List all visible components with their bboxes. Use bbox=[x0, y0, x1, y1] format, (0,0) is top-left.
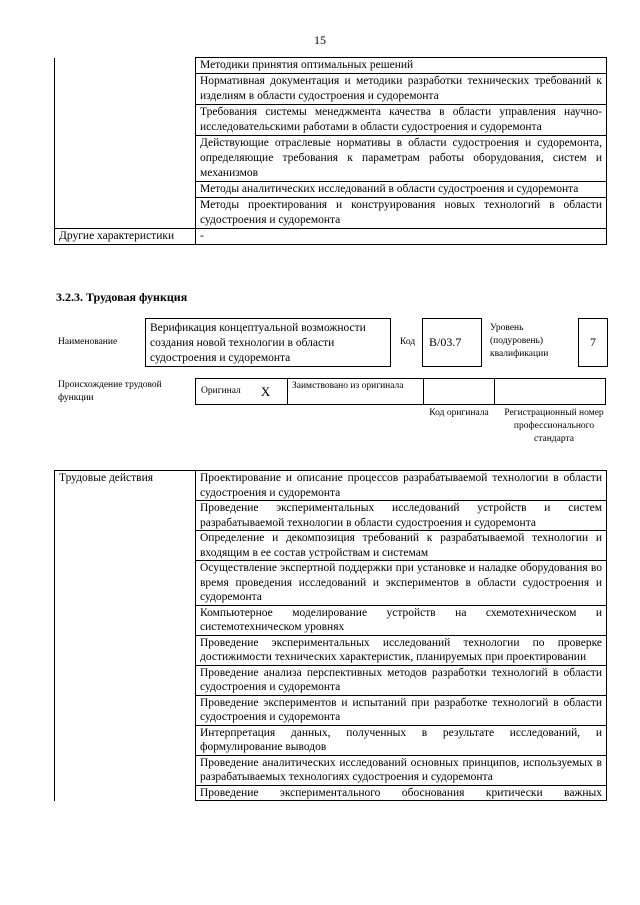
qualification-level: 7 bbox=[578, 318, 608, 367]
action-item: Определение и декомпозиция требований к разрабатываемой технологии и входящим в ее состав устройствам и системам bbox=[196, 531, 607, 561]
action-item: Проведение экспериментальных исследований технологии по проверке достижимости технических характеристик, планируемых при проектировании bbox=[196, 635, 607, 665]
action-item: Проведение аналитических исследований основных принципов, используемых в разрабатываемых технологиях судостроения и судоремонта bbox=[196, 755, 607, 785]
action-item: Осуществление экспертной поддержки при установке и наладке оборудования во время проведения исследований и экспериментов в области судостроения и судоремонта bbox=[196, 561, 607, 606]
labor-actions-label: Трудовые действия bbox=[55, 471, 196, 801]
action-item: Проведение экспериментального обоснования критически важных bbox=[196, 785, 607, 801]
name-label: Наименование bbox=[58, 337, 118, 347]
registration-number-cell bbox=[494, 378, 606, 405]
page-number: 15 bbox=[314, 33, 326, 47]
knowledge-table bbox=[54, 57, 607, 245]
original-code-caption: Код оригинала bbox=[429, 408, 489, 418]
action-item: Проведение анализа перспективных методов разработки технологий в области судостроения и судоремонта bbox=[196, 665, 607, 695]
other-characteristics-label: Другие характеристики bbox=[55, 229, 196, 245]
function-name: Верификация концептуальной возможности создания новой технологии в области судостроения и судоремонта bbox=[145, 318, 391, 367]
knowledge-item: Действующие отраслевые нормативы в области судостроения и судоремонта, определяющие требования к параметрам работы оборудования, систем и механизмов bbox=[196, 136, 607, 182]
origin-label: Происхождение трудовой функции bbox=[58, 380, 162, 403]
knowledge-item: Методики принятия оптимальных решений bbox=[196, 58, 607, 74]
origin-row bbox=[195, 378, 608, 405]
action-item: Проектирование и описание процессов разрабатываемой технологии в области судостроения и судоремонта bbox=[196, 471, 607, 501]
borrowed-label: Заимствовано из оригинала bbox=[287, 378, 424, 405]
action-item: Компьютерное моделирование устройств на схемотехническом и системотехническом уровнях bbox=[196, 605, 607, 635]
other-characteristics-value: - bbox=[196, 229, 607, 245]
knowledge-item: Методы аналитических исследований в области судостроения и судоремонта bbox=[196, 182, 607, 198]
registration-number-caption: Регистрационный номер профессионального стандарта bbox=[504, 408, 604, 444]
action-item: Проведение экспериментов и испытаний при разработке технологий в области судостроения и судоремонта bbox=[196, 695, 607, 725]
code-label: Код bbox=[400, 337, 416, 347]
knowledge-item: Методы проектирования и конструирования новых технологий в области судостроения и судоремонта bbox=[196, 198, 607, 229]
original-label: Оригинал bbox=[201, 386, 241, 396]
function-code: B/03.7 bbox=[422, 318, 482, 367]
action-item: Проведение экспериментальных исследований устройств и систем разрабатываемой технологии в области судостроения и судоремонта bbox=[196, 501, 607, 531]
original-code-cell bbox=[423, 378, 495, 405]
labor-actions-table bbox=[54, 470, 607, 801]
original-mark: X bbox=[260, 384, 271, 399]
section-title: 3.2.3. Трудовая функция bbox=[56, 290, 188, 304]
level-label: Уровень (подуровень) квалификации bbox=[490, 323, 549, 359]
action-item: Интерпретация данных, полученных в результате исследований, и формулирование выводов bbox=[196, 725, 607, 755]
knowledge-item: Требования системы менеджмента качества в области управления научно-исследовательскими работами в области судостроения и судоремонта bbox=[196, 105, 607, 136]
original-cell bbox=[195, 378, 288, 405]
knowledge-item: Нормативная документация и методики разработки технических требований к изделиям в области судостроения и судоремонта bbox=[196, 74, 607, 105]
